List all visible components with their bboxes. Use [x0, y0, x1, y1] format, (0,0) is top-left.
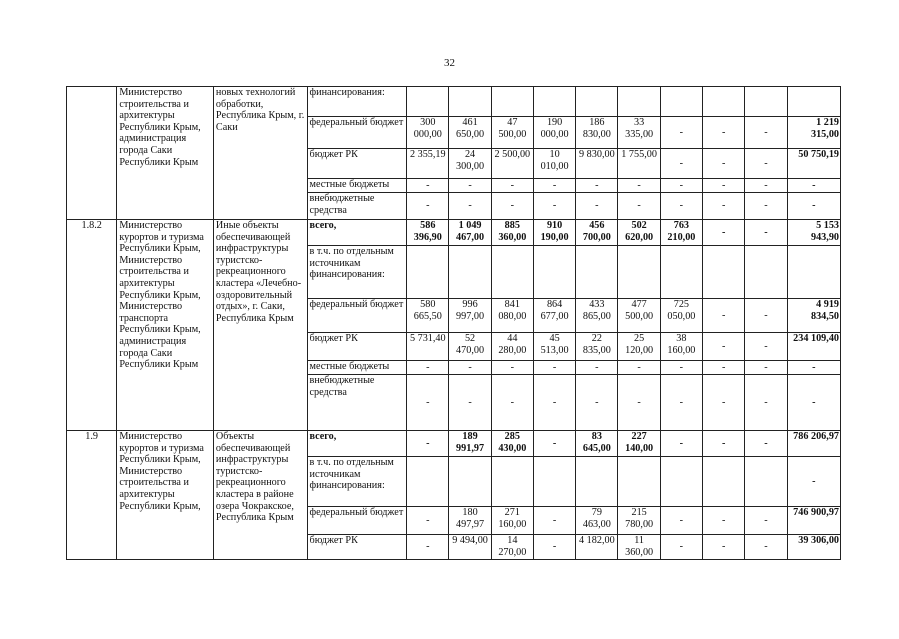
year-value-cell — [660, 87, 702, 117]
year-value-cell: 79 463,00 — [576, 507, 618, 535]
year-value-cell: - — [533, 535, 575, 560]
year-value-cell: - — [618, 193, 660, 220]
year-value-cell: - — [703, 333, 745, 361]
year-value-cell: - — [407, 507, 449, 535]
funding-source-cell: федеральный бюджет — [307, 507, 407, 535]
year-value-cell — [618, 87, 660, 117]
year-value-cell: 477 500,00 — [618, 299, 660, 333]
funding-source-cell: финансирования: — [307, 87, 407, 117]
year-value-cell: - — [660, 375, 702, 431]
year-value-cell — [660, 457, 702, 507]
year-value-cell: - — [449, 179, 491, 193]
year-value-cell: - — [407, 361, 449, 375]
year-value-cell — [449, 87, 491, 117]
year-value-cell: 502 620,00 — [618, 220, 660, 246]
page-number: 32 — [444, 57, 455, 69]
funding-source-cell: бюджет РК — [307, 535, 407, 560]
year-value-cell: - — [407, 535, 449, 560]
year-value-cell — [491, 246, 533, 299]
funding-source-cell: всего, — [307, 220, 407, 246]
year-value-cell: 47 500,00 — [491, 117, 533, 149]
year-value-cell: - — [703, 375, 745, 431]
year-value-cell — [407, 87, 449, 117]
year-value-cell: 725 050,00 — [660, 299, 702, 333]
year-value-cell: 33 335,00 — [618, 117, 660, 149]
year-value-cell — [618, 457, 660, 507]
funding-source-cell: бюджет РК — [307, 149, 407, 179]
year-value-cell: - — [745, 117, 787, 149]
year-value-cell: 2 355,19 — [407, 149, 449, 179]
funding-source-cell: в т.ч. по отдельным источникам финансирования: — [307, 457, 407, 507]
year-value-cell — [703, 457, 745, 507]
year-value-cell: 83 645,00 — [576, 431, 618, 457]
year-value-cell: 996 997,00 — [449, 299, 491, 333]
year-value-cell: 300 000,00 — [407, 117, 449, 149]
table-row — [67, 431, 841, 457]
year-value-cell: - — [745, 299, 787, 333]
year-value-cell: - — [618, 179, 660, 193]
year-value-cell: 22 835,00 — [576, 333, 618, 361]
year-value-cell: 11 360,00 — [618, 535, 660, 560]
year-value-cell: - — [491, 361, 533, 375]
year-value-cell: 580 665,50 — [407, 299, 449, 333]
financing-table — [66, 86, 841, 560]
year-value-cell — [407, 246, 449, 299]
year-value-cell: 910 190,00 — [533, 220, 575, 246]
total-value-cell: 234 109,40 — [787, 333, 840, 361]
year-value-cell: 763 210,00 — [660, 220, 702, 246]
year-value-cell: 186 830,00 — [576, 117, 618, 149]
executor-cell: Министерство курортов и туризма Республики Крым, Министерство строительства и архитектуры Республики Крым, Министерство транспорта Республики Крым, администрация города Саки Республики Крым — [117, 220, 214, 431]
total-value-cell: - — [787, 361, 840, 375]
year-value-cell: 271 160,00 — [491, 507, 533, 535]
object-cell: Иные объекты обеспечивающей инфраструктуры туристско-рекреационного кластера «Лечебно-оздоровительный отдых», г. Саки, Республика Крым — [213, 220, 307, 431]
total-value-cell: 39 306,00 — [787, 535, 840, 560]
row-number-cell: 1.8.2 — [67, 220, 117, 431]
total-value-cell: - — [787, 457, 840, 507]
year-value-cell: 227 140,00 — [618, 431, 660, 457]
total-value-cell — [787, 87, 840, 117]
total-value-cell: 1 219 315,00 — [787, 117, 840, 149]
year-value-cell: - — [703, 149, 745, 179]
year-value-cell: - — [407, 431, 449, 457]
year-value-cell: - — [618, 375, 660, 431]
year-value-cell: 2 500,00 — [491, 149, 533, 179]
table-row — [67, 220, 841, 246]
total-value-cell: 4 919 834,50 — [787, 299, 840, 333]
year-value-cell: - — [407, 375, 449, 431]
year-value-cell: - — [703, 431, 745, 457]
year-value-cell: - — [576, 193, 618, 220]
funding-source-cell: федеральный бюджет — [307, 299, 407, 333]
year-value-cell — [745, 457, 787, 507]
year-value-cell: - — [703, 193, 745, 220]
year-value-cell: 38 160,00 — [660, 333, 702, 361]
year-value-cell: 4 182,00 — [576, 535, 618, 560]
year-value-cell: 190 000,00 — [533, 117, 575, 149]
row-number-cell — [67, 87, 117, 220]
year-value-cell: - — [449, 361, 491, 375]
year-value-cell: 456 700,00 — [576, 220, 618, 246]
year-value-cell: 1 049 467,00 — [449, 220, 491, 246]
year-value-cell: - — [407, 193, 449, 220]
year-value-cell — [449, 246, 491, 299]
total-value-cell — [787, 246, 840, 299]
year-value-cell — [533, 87, 575, 117]
year-value-cell: - — [745, 149, 787, 179]
year-value-cell: - — [660, 193, 702, 220]
year-value-cell: - — [533, 179, 575, 193]
total-value-cell: - — [787, 375, 840, 431]
year-value-cell: - — [745, 220, 787, 246]
year-value-cell — [745, 87, 787, 117]
total-value-cell: 5 153 943,90 — [787, 220, 840, 246]
year-value-cell: - — [745, 507, 787, 535]
year-value-cell: - — [703, 361, 745, 375]
year-value-cell — [576, 87, 618, 117]
year-value-cell: - — [533, 193, 575, 220]
year-value-cell: - — [576, 375, 618, 431]
year-value-cell: - — [533, 361, 575, 375]
object-cell: Объекты обеспечивающей инфраструктуры туристско-рекреационного кластера в районе озера Чокракское, Республика Крым — [213, 431, 307, 560]
year-value-cell: - — [745, 179, 787, 193]
year-value-cell: - — [703, 179, 745, 193]
total-value-cell: 50 750,19 — [787, 149, 840, 179]
year-value-cell: - — [703, 535, 745, 560]
year-value-cell: - — [703, 117, 745, 149]
year-value-cell: - — [491, 179, 533, 193]
total-value-cell: 746 900,97 — [787, 507, 840, 535]
year-value-cell: - — [660, 179, 702, 193]
year-value-cell: 24 300,00 — [449, 149, 491, 179]
year-value-cell: - — [491, 375, 533, 431]
year-value-cell: - — [660, 149, 702, 179]
year-value-cell: - — [703, 299, 745, 333]
year-value-cell: 45 513,00 — [533, 333, 575, 361]
year-value-cell: - — [407, 179, 449, 193]
table-row — [67, 87, 841, 117]
funding-source-cell: местные бюджеты — [307, 361, 407, 375]
year-value-cell — [660, 246, 702, 299]
year-value-cell: 215 780,00 — [618, 507, 660, 535]
year-value-cell: 285 430,00 — [491, 431, 533, 457]
total-value-cell: - — [787, 179, 840, 193]
year-value-cell: 14 270,00 — [491, 535, 533, 560]
year-value-cell: - — [745, 333, 787, 361]
year-value-cell: 25 120,00 — [618, 333, 660, 361]
year-value-cell: - — [660, 507, 702, 535]
year-value-cell — [449, 457, 491, 507]
year-value-cell: - — [576, 179, 618, 193]
year-value-cell: 433 865,00 — [576, 299, 618, 333]
year-value-cell: - — [449, 375, 491, 431]
year-value-cell — [618, 246, 660, 299]
executor-cell: Министерство строительства и архитектуры Республики Крым, администрация города Саки Республики Крым — [117, 87, 214, 220]
funding-source-cell: бюджет РК — [307, 333, 407, 361]
year-value-cell: - — [745, 193, 787, 220]
year-value-cell: 10 010,00 — [533, 149, 575, 179]
year-value-cell: 189 991,97 — [449, 431, 491, 457]
year-value-cell: 52 470,00 — [449, 333, 491, 361]
year-value-cell: - — [660, 117, 702, 149]
year-value-cell — [703, 246, 745, 299]
funding-source-cell: всего, — [307, 431, 407, 457]
year-value-cell: - — [449, 193, 491, 220]
year-value-cell: - — [533, 431, 575, 457]
year-value-cell: 9 830,00 — [576, 149, 618, 179]
year-value-cell: - — [660, 361, 702, 375]
executor-cell: Министерство курортов и туризма Республики Крым, Министерство строительства и архитектуры Республики Крым, — [117, 431, 214, 560]
funding-source-cell: федеральный бюджет — [307, 117, 407, 149]
total-value-cell: 786 206,97 — [787, 431, 840, 457]
year-value-cell — [407, 457, 449, 507]
year-value-cell: - — [745, 535, 787, 560]
year-value-cell: - — [491, 193, 533, 220]
year-value-cell — [491, 457, 533, 507]
year-value-cell — [533, 457, 575, 507]
funding-source-cell: в т.ч. по отдельным источникам финансирования: — [307, 246, 407, 299]
year-value-cell: - — [660, 535, 702, 560]
year-value-cell: - — [745, 361, 787, 375]
object-cell: новых технологий обработки, Республика Крым, г. Саки — [213, 87, 307, 220]
year-value-cell: 180 497,97 — [449, 507, 491, 535]
funding-source-cell: местные бюджеты — [307, 179, 407, 193]
year-value-cell — [745, 246, 787, 299]
year-value-cell: 864 677,00 — [533, 299, 575, 333]
year-value-cell: 841 080,00 — [491, 299, 533, 333]
year-value-cell: - — [703, 220, 745, 246]
year-value-cell — [703, 87, 745, 117]
year-value-cell — [533, 246, 575, 299]
total-value-cell: - — [787, 193, 840, 220]
year-value-cell: 461 650,00 — [449, 117, 491, 149]
year-value-cell: 5 731,40 — [407, 333, 449, 361]
year-value-cell: 44 280,00 — [491, 333, 533, 361]
year-value-cell: - — [576, 361, 618, 375]
year-value-cell — [491, 87, 533, 117]
year-value-cell: - — [618, 361, 660, 375]
year-value-cell — [576, 246, 618, 299]
year-value-cell: - — [533, 507, 575, 535]
funding-source-cell: внебюджетные средства — [307, 375, 407, 431]
year-value-cell: 9 494,00 — [449, 535, 491, 560]
year-value-cell: 1 755,00 — [618, 149, 660, 179]
year-value-cell: - — [745, 375, 787, 431]
year-value-cell — [576, 457, 618, 507]
year-value-cell: 586 396,90 — [407, 220, 449, 246]
row-number-cell: 1.9 — [67, 431, 117, 560]
year-value-cell: - — [745, 431, 787, 457]
year-value-cell: - — [533, 375, 575, 431]
funding-source-cell: внебюджетные средства — [307, 193, 407, 220]
year-value-cell: 885 360,00 — [491, 220, 533, 246]
year-value-cell: - — [660, 431, 702, 457]
year-value-cell: - — [703, 507, 745, 535]
